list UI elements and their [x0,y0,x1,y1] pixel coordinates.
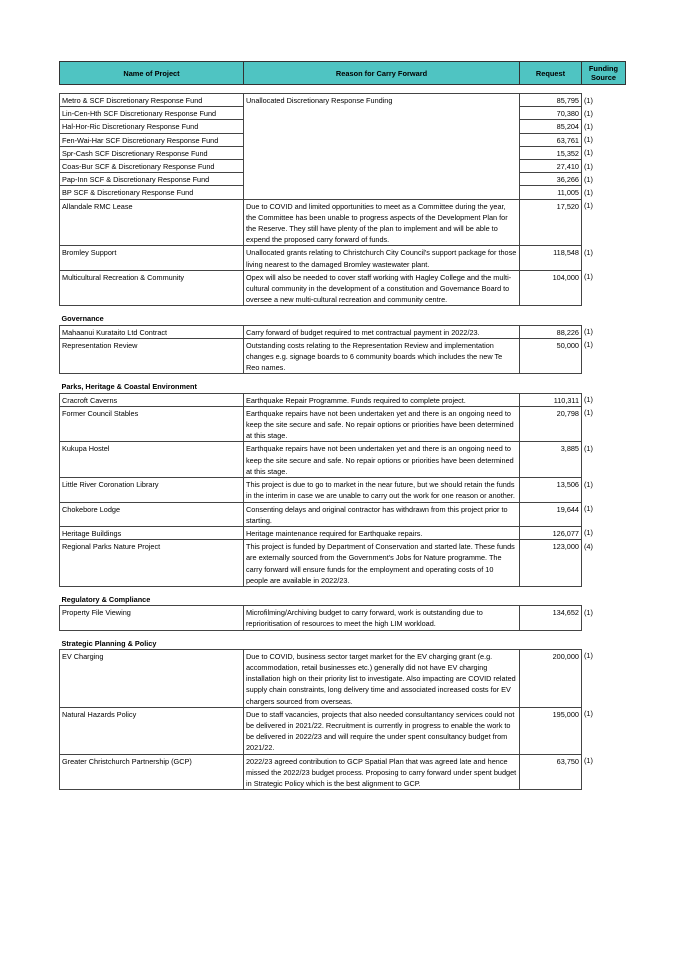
project-name: Heritage Buildings [60,526,244,539]
section-title: Strategic Planning & Policy [61,638,157,648]
funding-source: (1) [584,108,593,118]
reason-text: Earthquake repairs have not been undertaken yet and there is an ongoing need to keep the site secure and safe. No repair options or priorities have been determined at this stage. [244,442,520,478]
reason-text: Consenting delays and original contractor has withdrawn from this project prior to starting. [244,502,520,526]
funding-source: (1) [584,272,593,282]
spacer-row [60,586,618,594]
header-request: Request [520,62,582,85]
table-row [60,442,618,478]
project-name: Hal-Hor-Ric Discretionary Response Fund [60,120,244,133]
table-row [60,707,618,754]
funding-source: (1) [584,528,593,538]
reason-text: Due to COVID, business sector target market for the EV charging grant (e.g. accommodation, retail businesses etc.) generally did not have EV charging installation high on their priority list to investigate. Also impacting are COVID related supply chain constraints, long delivery time and associated increased costs for EV chargers sourced from overseas. [244,649,520,707]
request-amount: 123,000 [520,540,582,587]
reason-text: Outstanding costs relating to the Representation Review and implementation changes e.g. signage boards to 6 community boards which includes the new Te Reo names. [244,338,520,374]
reason-text: Due to staff vacancies, projects that also needed consultantancy services could not be delivered in 2021/22. Recruitment is currently in progress to enable the work to be delivered in 2022/23 and will require the under spent consultancy budget from 2021/22. [244,707,520,754]
table-row [60,199,618,246]
reason-text: Opex will also be needed to cover staff working with Hagley College and the multi-cultural community in the development of a constitution and Governance Board to oversee a new multi-cultural recreation and community centre. [244,270,520,306]
funding-source: (1) [584,607,593,617]
project-name: Chokebore Lodge [60,502,244,526]
project-name: Metro & SCF Discretionary Response Fund [60,94,244,107]
funding-source: (1) [584,479,593,489]
request-amount: 70,380 [520,107,582,120]
project-name: Cracroft Caverns [60,393,244,406]
request-amount: 50,000 [520,338,582,374]
funding-source: (1) [584,135,593,145]
table-row [60,270,618,306]
request-amount: 88,226 [520,325,582,338]
table-row [60,325,618,338]
request-amount: 126,077 [520,526,582,539]
header-reason: Reason for Carry Forward [244,62,520,85]
table-row [60,94,618,107]
section-title: Parks, Heritage & Coastal Environment [61,382,197,392]
funding-source: (1) [584,651,593,661]
reason-text: This project is due to go to market in the near future, but we should retain the funds in the interim in case we are unable to carry out the work for one reason or another. [244,478,520,502]
request-amount: 195,000 [520,707,582,754]
project-name: Property File Viewing [60,606,244,630]
funding-source: (1) [584,443,593,453]
table-row [60,526,618,539]
reason-text: Earthquake Repair Programme. Funds required to complete project. [244,393,520,406]
table-row [60,406,618,442]
funding-source: (1) [584,95,593,105]
funding-source: (1) [584,709,593,719]
request-amount: 85,795 [520,94,582,107]
request-amount: 13,506 [520,478,582,502]
funding-source: (1) [584,148,593,158]
project-name: Multicultural Recreation & Community [60,270,244,306]
reason-text: Microfilming/Archiving budget to carry forward, work is outstanding due to reprioritisation of resources to meet the high LIM workload. [244,606,520,630]
table-row [60,649,618,707]
request-amount: 200,000 [520,649,582,707]
project-name: Kukupa Hostel [60,442,244,478]
reason-text: 2022/23 agreed contribution to GCP Spatial Plan that was agreed late and hence missed the 2022/23 budget process. Proposing to carry forward under spent budget in Strategic Policy which is the best alignment to GCP. [244,754,520,790]
funding-source: (1) [584,395,593,405]
reason-text: Unallocated grants relating to Christchurch City Council's support package for those living nearest to the damaged Bromley wastewater plant. [244,246,520,270]
project-name: Representation Review [60,338,244,374]
funding-source: (1) [584,174,593,184]
section-heading [60,594,618,606]
carry-forward-table [59,93,618,790]
reason-text: This project is funded by Department of Conservation and started late. These funds are externally sourced from the Government's Jobs for Nature programme. The carry forward will ensure funds for the employment and operating costs of 10 people are available in 2022/23. [244,540,520,587]
request-amount: 63,750 [520,754,582,790]
project-name: Spr-Cash SCF Discretionary Response Fund [60,146,244,159]
section-heading [60,638,618,650]
request-amount: 20,798 [520,406,582,442]
table-row [60,478,618,502]
project-name: Fen-Wai-Har SCF Discretionary Response Fund [60,133,244,146]
funding-source: (1) [584,121,593,131]
project-name: Natural Hazards Policy [60,707,244,754]
project-name: Greater Christchurch Partnership (GCP) [60,754,244,790]
project-name: Regional Parks Nature Project [60,540,244,587]
request-amount: 3,885 [520,442,582,478]
project-name: Coas-Bur SCF & Discretionary Response Fund [60,160,244,173]
table-row [60,393,618,406]
request-amount: 85,204 [520,120,582,133]
request-amount: 27,410 [520,160,582,173]
request-amount: 63,761 [520,133,582,146]
table-row [60,246,618,270]
request-amount: 15,352 [520,146,582,159]
project-name: Mahaanui Kurataito Ltd Contract [60,325,244,338]
header-funding-source: Funding Source [582,62,626,85]
table-header [59,61,626,85]
project-name: Allandale RMC Lease [60,199,244,246]
reason-text: Due to COVID and limited opportunities to meet as a Committee during the year, the Committee has been unable to progress aspects of the Development Plan for the Reserve. They still have plenty of the plan to implement and will be able to expend the proposed carry forward of funds. [244,199,520,246]
funding-source: (1) [584,201,593,211]
spacer-row [60,306,618,314]
reason-text: Unallocated Discretionary Response Funding [244,94,520,200]
funding-source: (1) [584,161,593,171]
project-name: Lin-Cen-Hth SCF Discretionary Response Fund [60,107,244,120]
funding-source: (4) [584,541,593,551]
project-name: Bromley Support [60,246,244,270]
request-amount: 11,005 [520,186,582,199]
request-amount: 104,000 [520,270,582,306]
request-amount: 17,520 [520,199,582,246]
reason-text: Heritage maintenance required for Earthquake repairs. [244,526,520,539]
table-row [60,502,618,526]
reason-text: Earthquake repairs have not been undertaken yet and there is an ongoing need to keep the site secure and safe. No repair options or priorities have been determined at this stage. [244,406,520,442]
project-name: Little River Coronation Library [60,478,244,502]
funding-source: (1) [584,327,593,337]
project-name: BP SCF & Discretionary Response Fund [60,186,244,199]
project-name: Pap-Inn SCF & Discretionary Response Fund [60,173,244,186]
request-amount: 19,644 [520,502,582,526]
project-name: EV Charging [60,649,244,707]
funding-source: (1) [584,340,593,350]
request-amount: 36,266 [520,173,582,186]
funding-source: (1) [584,756,593,766]
funding-source: (1) [584,408,593,418]
funding-source: (1) [584,187,593,197]
table-row [60,754,618,790]
reason-text: Carry forward of budget required to met contractual payment in 2022/23. [244,325,520,338]
section-heading [60,381,618,393]
section-title: Regulatory & Compliance [61,594,151,604]
spacer-row [60,374,618,382]
project-name: Former Council Stables [60,406,244,442]
funding-source: (1) [584,504,593,513]
table-row [60,338,618,374]
request-amount: 110,311 [520,393,582,406]
header-project: Name of Project [60,62,244,85]
request-amount: 118,548 [520,246,582,270]
table-row [60,606,618,630]
section-heading [60,313,618,325]
section-title: Governance [61,314,104,324]
request-amount: 134,652 [520,606,582,630]
spacer-row [60,630,618,638]
table-row [60,540,618,587]
funding-source: (1) [584,247,593,257]
